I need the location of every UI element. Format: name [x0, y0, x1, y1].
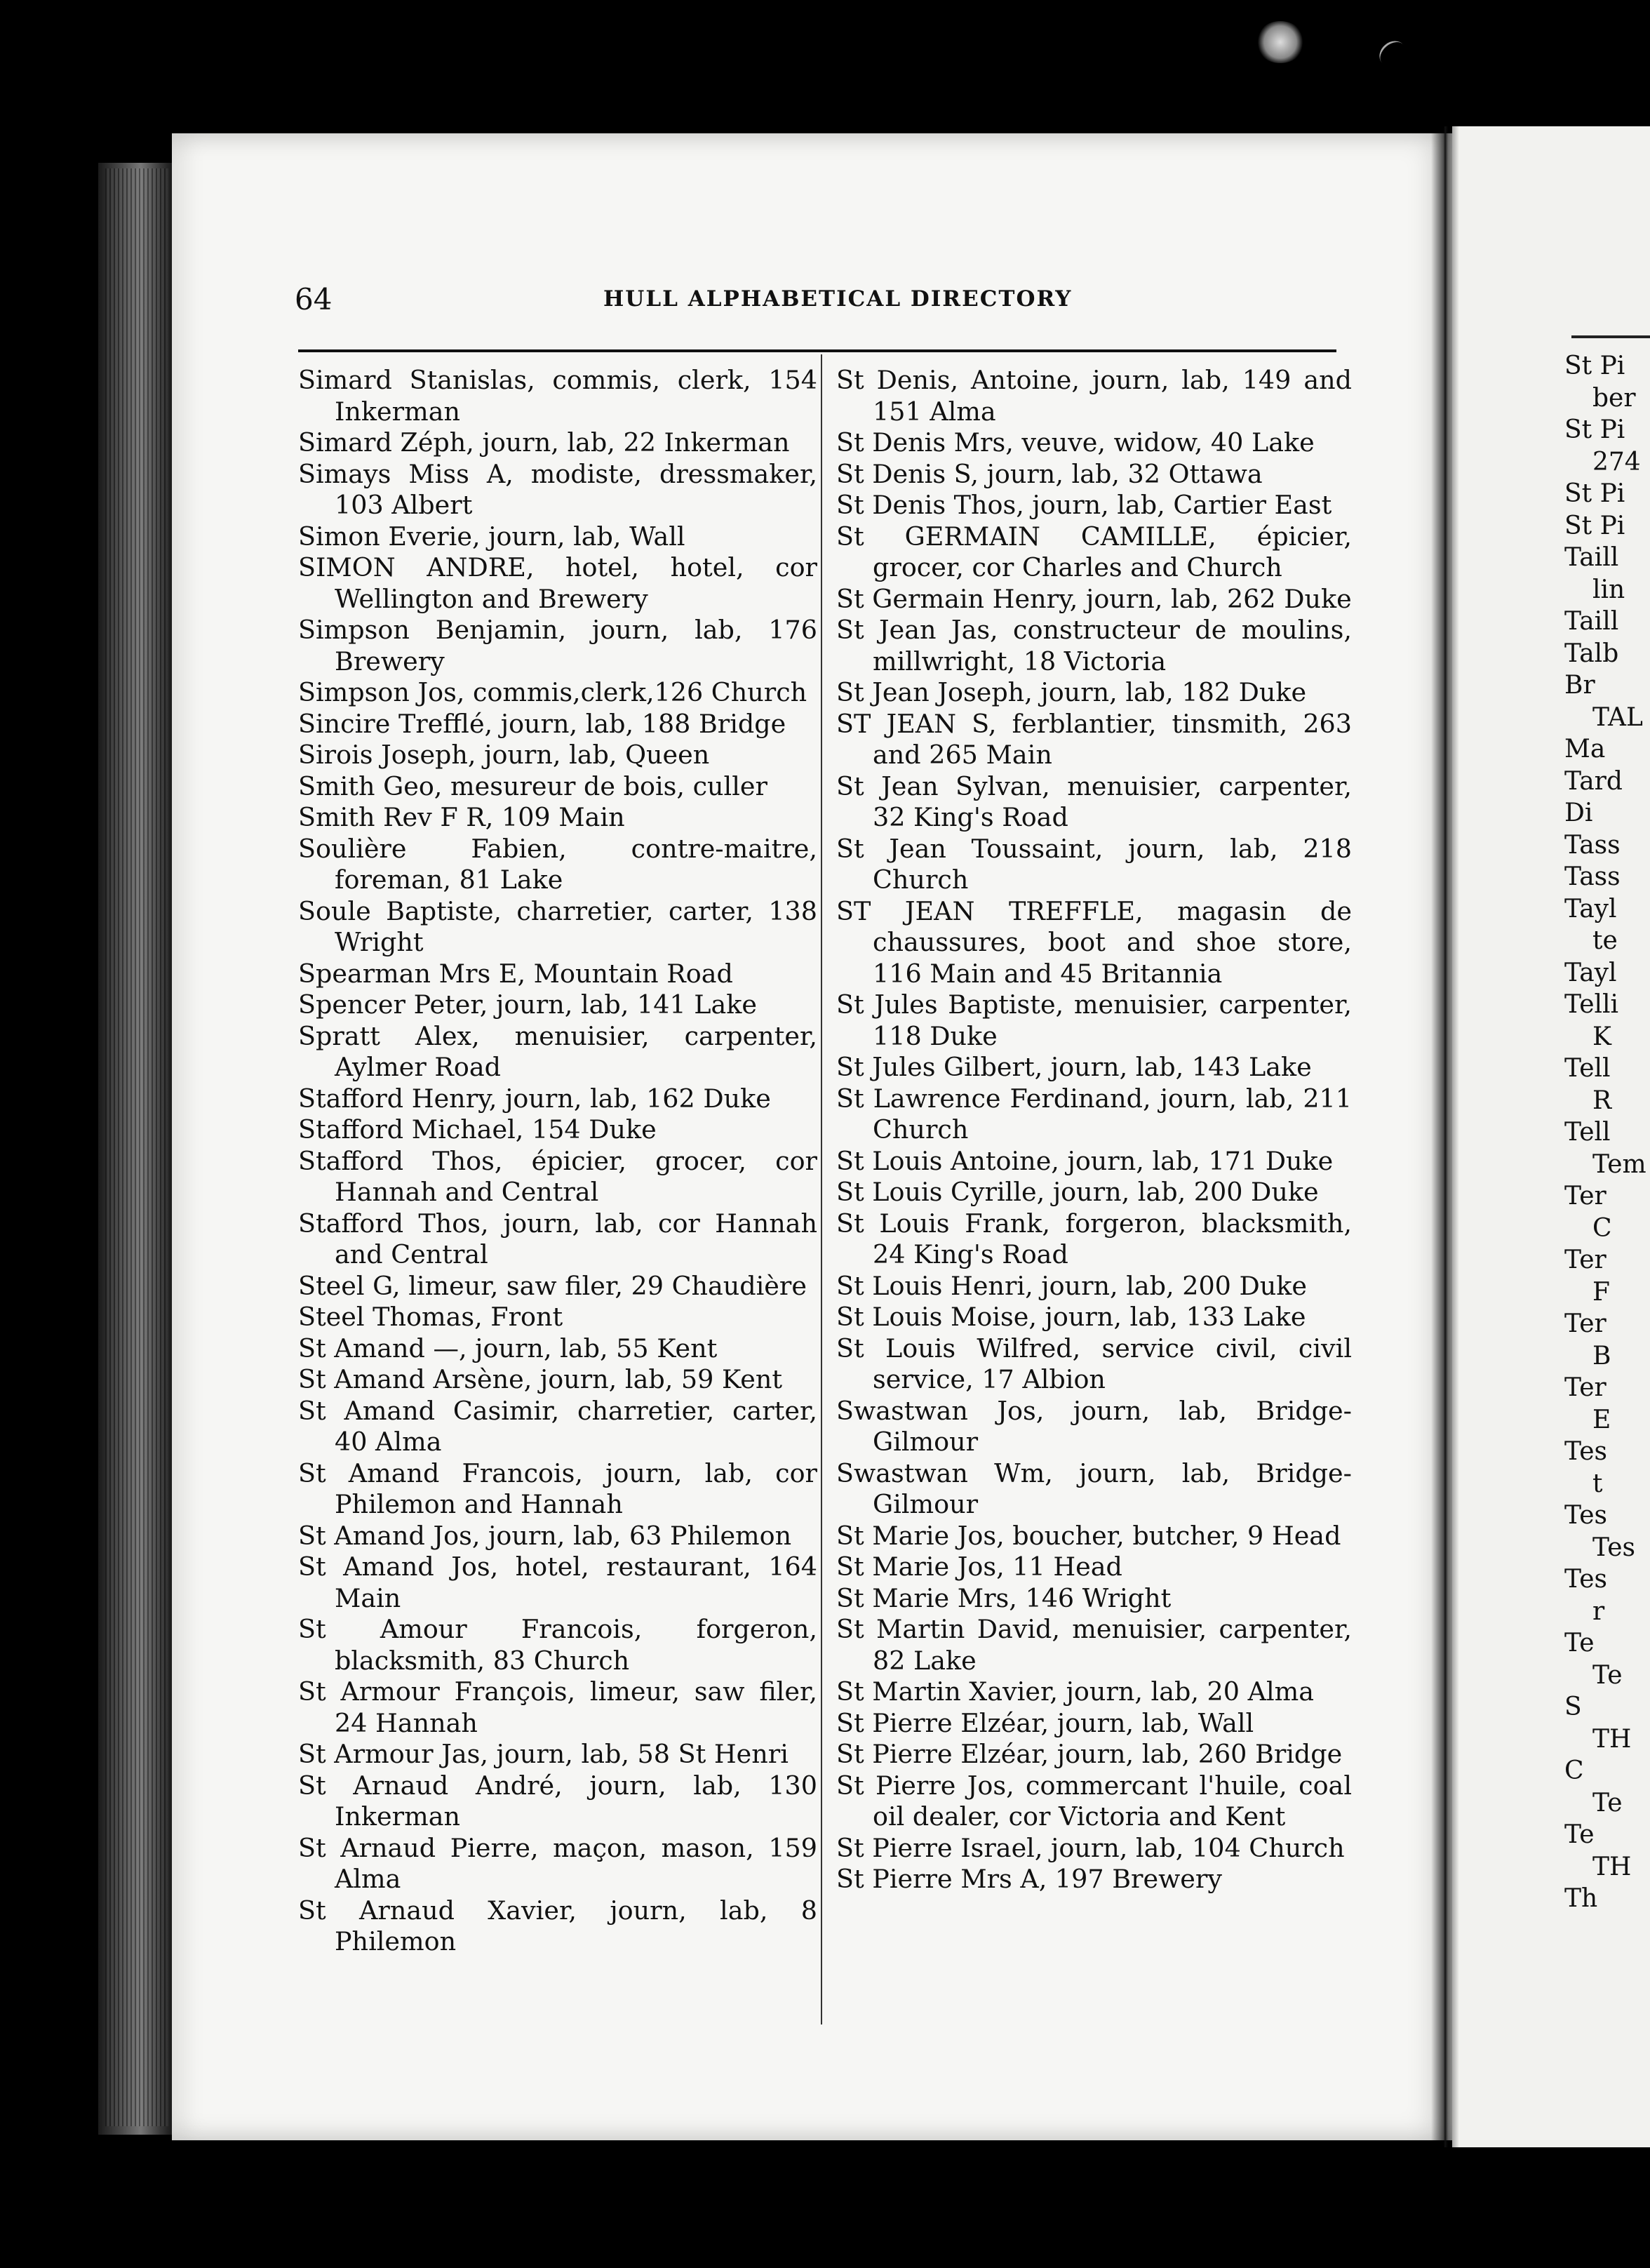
directory-entry: St Amand Francois, journ, lab, cor Philemon and Hannah: [298, 1457, 817, 1519]
facing-page-fragment: Te: [1592, 1788, 1623, 1817]
directory-entry: St Jean Toussaint, journ, lab, 218 Church: [836, 833, 1352, 895]
directory-entry: St Pierre Israel, journ, lab, 104 Church: [836, 1832, 1345, 1863]
directory-entry: St Jules Baptiste, menuisier, carpenter, 118 Duke: [836, 989, 1352, 1051]
directory-entry: St Pierre Elzéar, journ, lab, Wall: [836, 1707, 1254, 1738]
page-edges: [105, 168, 168, 2126]
directory-entry: ST JEAN S, ferblantier, tinsmith, 263 and 265 Main: [836, 708, 1352, 770]
directory-entry: St Pierre Elzéar, journ, lab, 260 Bridge: [836, 1739, 1343, 1769]
book-gutter: [1431, 126, 1459, 2147]
facing-page-fragment: Di: [1564, 799, 1593, 827]
directory-entry: St Denis Mrs, veuve, widow, 40 Lake: [836, 427, 1315, 458]
facing-page-fragment: K: [1592, 1022, 1611, 1051]
facing-page-fragment: Tem: [1592, 1149, 1646, 1179]
directory-entry: St Marie Jos, boucher, butcher, 9 Head: [836, 1520, 1341, 1551]
directory-entry: Swastwan Wm, journ, lab, Bridge-Gilmour: [836, 1457, 1352, 1519]
directory-entry: St Louis Wilfred, service civil, civil service, 17 Albion: [836, 1333, 1352, 1394]
facing-page-fragment: Tard: [1564, 766, 1623, 796]
page-header: [295, 282, 1333, 321]
facing-page-fragment: C: [1592, 1213, 1612, 1243]
facing-page-fragment: Tes: [1564, 1501, 1607, 1530]
directory-entry: Stafford Thos, journ, lab, cor Hannah and Central: [298, 1208, 817, 1269]
header-rule: [298, 349, 1336, 352]
facing-page-fragment: Ter: [1564, 1246, 1607, 1274]
facing-page-fragment: r: [1592, 1596, 1605, 1626]
directory-entry: St Pierre Mrs A, 197 Brewery: [836, 1864, 1222, 1894]
facing-page-fragment: Th: [1564, 1884, 1598, 1913]
directory-entry: ST JEAN TREFFLE, magasin de chaussures, boot and shoe store, 116 Main and 45 Britannia: [836, 895, 1352, 989]
directory-entry: Simpson Jos, commis,clerk,126 Church: [298, 677, 807, 707]
directory-entry: St Denis Thos, journ, lab, Cartier East: [836, 490, 1332, 520]
directory-entry: St Pierre Jos, commercant l'huile, coal oil dealer, cor Victoria and Kent: [836, 1770, 1352, 1832]
facing-page-rule: [1571, 335, 1650, 338]
facing-page-fragment: Tass: [1564, 830, 1621, 860]
facing-page-fragment: St Pi: [1564, 415, 1625, 444]
facing-page-fragment: Ma: [1564, 735, 1606, 763]
directory-entry: Simard Zéph, journ, lab, 22 Inkerman: [298, 427, 790, 458]
directory-entry: St Martin Xavier, journ, lab, 20 Alma: [836, 1676, 1315, 1707]
page-number: 64: [295, 282, 333, 316]
directory-entry: St Germain Henry, journ, lab, 262 Duke: [836, 583, 1352, 614]
facing-page-fragment: Tell: [1564, 1118, 1611, 1147]
directory-entry: St Arnaud Pierre, maçon, mason, 159 Alma: [298, 1832, 817, 1894]
facing-page-fragment: t: [1592, 1469, 1603, 1498]
facing-page-fragment: 274: [1592, 447, 1641, 476]
facing-page-fragment: Telli: [1564, 990, 1619, 1019]
directory-entry: Simon Everie, journ, lab, Wall: [298, 521, 685, 552]
directory-entry: St Amand Arsène, journ, lab, 59 Kent: [298, 1364, 783, 1394]
scan-smudge: [1256, 21, 1305, 63]
directory-entry: Steel Thomas, Front: [298, 1302, 563, 1332]
facing-page-fragment: Taill: [1564, 607, 1619, 636]
running-title: HULL ALPHABETICAL DIRECTORY: [603, 286, 1073, 312]
facing-page-fragment: R: [1592, 1086, 1612, 1115]
directory-entry: St Marie Jos, 11 Head: [836, 1552, 1122, 1582]
facing-page-fragment: St Pi: [1564, 479, 1625, 508]
directory-entry: Sincire Trefflé, journ, lab, 188 Bridge: [298, 708, 786, 739]
directory-entry: Simpson Benjamin, journ, lab, 176 Brewery: [298, 615, 817, 676]
directory-entry: St Amour Francois, forgeron, blacksmith, 83 Church: [298, 1614, 817, 1676]
directory-entry: St Louis Moise, journ, lab, 133 Lake: [836, 1302, 1306, 1332]
directory-entry: Swastwan Jos, journ, lab, Bridge-Gilmour: [836, 1395, 1352, 1457]
directory-entry: St Jean Jas, constructeur de moulins, millwright, 18 Victoria: [836, 615, 1352, 676]
facing-page-fragment: F: [1592, 1277, 1610, 1307]
directory-entry: Spearman Mrs E, Mountain Road: [298, 958, 733, 989]
facing-page-fragment: Talb: [1564, 639, 1619, 668]
directory-entry: Smith Rev F R, 109 Main: [298, 802, 625, 832]
directory-entry: St Amand —, journ, lab, 55 Kent: [298, 1333, 718, 1363]
directory-entry: Spratt Alex, menuisier, carpenter, Aylmer Road: [298, 1020, 817, 1082]
facing-page-fragment: lin: [1592, 575, 1625, 604]
left-column: [298, 365, 817, 1958]
facing-page-fragment: Tayl: [1564, 958, 1617, 987]
facing-page-fragment: Tes: [1592, 1533, 1635, 1562]
directory-entry: St Amand Casimir, charretier, carter, 40 Alma: [298, 1395, 817, 1457]
directory-entry: St GERMAIN CAMILLE, épicier, grocer, cor Charles and Church: [836, 521, 1352, 582]
directory-entry: St Arnaud Xavier, journ, lab, 8 Philemon: [298, 1895, 817, 1956]
facing-page-fragment: St Pi: [1564, 511, 1625, 540]
directory-entry: St Armour François, limeur, saw filer, 24 Hannah: [298, 1676, 817, 1738]
directory-entry: Spencer Peter, journ, lab, 141 Lake: [298, 989, 757, 1020]
right-column: [836, 365, 1352, 1895]
directory-entry: St Louis Cyrille, journ, lab, 200 Duke: [836, 1177, 1319, 1207]
facing-page-fragment: Tayl: [1564, 894, 1617, 923]
facing-page-fragment: TH: [1592, 1724, 1632, 1754]
facing-page-fragment: Tell: [1564, 1054, 1611, 1083]
scan-mark: [1374, 36, 1411, 72]
directory-entry: St Louis Antoine, journ, lab, 171 Duke: [836, 1145, 1334, 1176]
directory-entry: Stafford Thos, épicier, grocer, cor Hannah and Central: [298, 1145, 817, 1207]
facing-page-fragment: Ter: [1564, 1309, 1607, 1338]
facing-page-fragment: te: [1592, 926, 1618, 955]
directory-entry: Sirois Joseph, journ, lab, Queen: [298, 740, 710, 770]
directory-entry: St Amand Jos, journ, lab, 63 Philemon: [298, 1520, 792, 1551]
directory-entry: St Arnaud André, journ, lab, 130 Inkerman: [298, 1770, 817, 1832]
facing-page-fragment: TAL: [1592, 702, 1643, 732]
facing-page-fragment: ber: [1592, 383, 1636, 413]
facing-page-fragment: Te: [1564, 1629, 1595, 1657]
facing-page-fragment: E: [1592, 1405, 1611, 1434]
directory-entry: St Louis Frank, forgeron, blacksmith, 24 King's Road: [836, 1208, 1352, 1269]
directory-entry: Soule Baptiste, charretier, carter, 138 Wright: [298, 895, 817, 957]
directory-entry: St Jules Gilbert, journ, lab, 143 Lake: [836, 1052, 1312, 1082]
facing-page-fragment: C: [1564, 1756, 1584, 1785]
facing-page-fragment: Ter: [1564, 1182, 1607, 1210]
column-divider: [821, 354, 822, 2024]
facing-page-fragment: St Pi: [1564, 352, 1625, 380]
facing-page-fragment: Tass: [1564, 862, 1621, 891]
directory-entry: St Jean Joseph, journ, lab, 182 Duke: [836, 677, 1307, 707]
facing-page-fragment: Tes: [1564, 1437, 1607, 1466]
facing-page-fragment: Br: [1564, 671, 1595, 700]
directory-entry: Simard Stanislas, commis, clerk, 154 Inkerman: [298, 365, 817, 427]
directory-entry: Steel G, limeur, saw filer, 29 Chaudière: [298, 1270, 807, 1301]
directory-entry: St Martin David, menuisier, carpenter, 82 Lake: [836, 1614, 1352, 1676]
directory-entry: Simays Miss A, modiste, dressmaker, 103 Albert: [298, 458, 817, 520]
directory-entry: St Jean Sylvan, menuisier, carpenter, 32 King's Road: [836, 771, 1352, 832]
facing-page-fragment: Te: [1564, 1820, 1595, 1849]
directory-entry: SIMON ANDRE, hotel, hotel, cor Wellington and Brewery: [298, 552, 817, 614]
directory-entry: Stafford Henry, journ, lab, 162 Duke: [298, 1083, 771, 1114]
facing-page-fragment: Te: [1592, 1660, 1623, 1690]
directory-entry: Smith Geo, mesureur de bois, culler: [298, 771, 767, 801]
directory-entry: St Marie Mrs, 146 Wright: [836, 1582, 1172, 1613]
facing-page-fragment: S: [1564, 1693, 1582, 1721]
directory-entry: St Lawrence Ferdinand, journ, lab, 211 Church: [836, 1083, 1352, 1145]
facing-page-fragment: TH: [1592, 1852, 1632, 1881]
directory-entry: St Denis S, journ, lab, 32 Ottawa: [836, 458, 1263, 489]
facing-page-fragment: Tes: [1564, 1565, 1607, 1594]
facing-page-fragment: Taill: [1564, 543, 1619, 572]
directory-entry: St Armour Jas, journ, lab, 58 St Henri: [298, 1739, 789, 1769]
facing-page-fragment: Ter: [1564, 1373, 1607, 1402]
directory-entry: St Amand Jos, hotel, restaurant, 164 Main: [298, 1552, 817, 1613]
directory-entry: St Denis, Antoine, journ, lab, 149 and 151 Alma: [836, 365, 1352, 427]
directory-entry: Soulière Fabien, contre-maitre, foreman, 81 Lake: [298, 833, 817, 895]
facing-page-fragment: B: [1592, 1341, 1611, 1370]
directory-entry: Stafford Michael, 154 Duke: [298, 1114, 657, 1145]
facing-page: [1452, 126, 1650, 2147]
directory-entry: St Louis Henri, journ, lab, 200 Duke: [836, 1270, 1307, 1301]
